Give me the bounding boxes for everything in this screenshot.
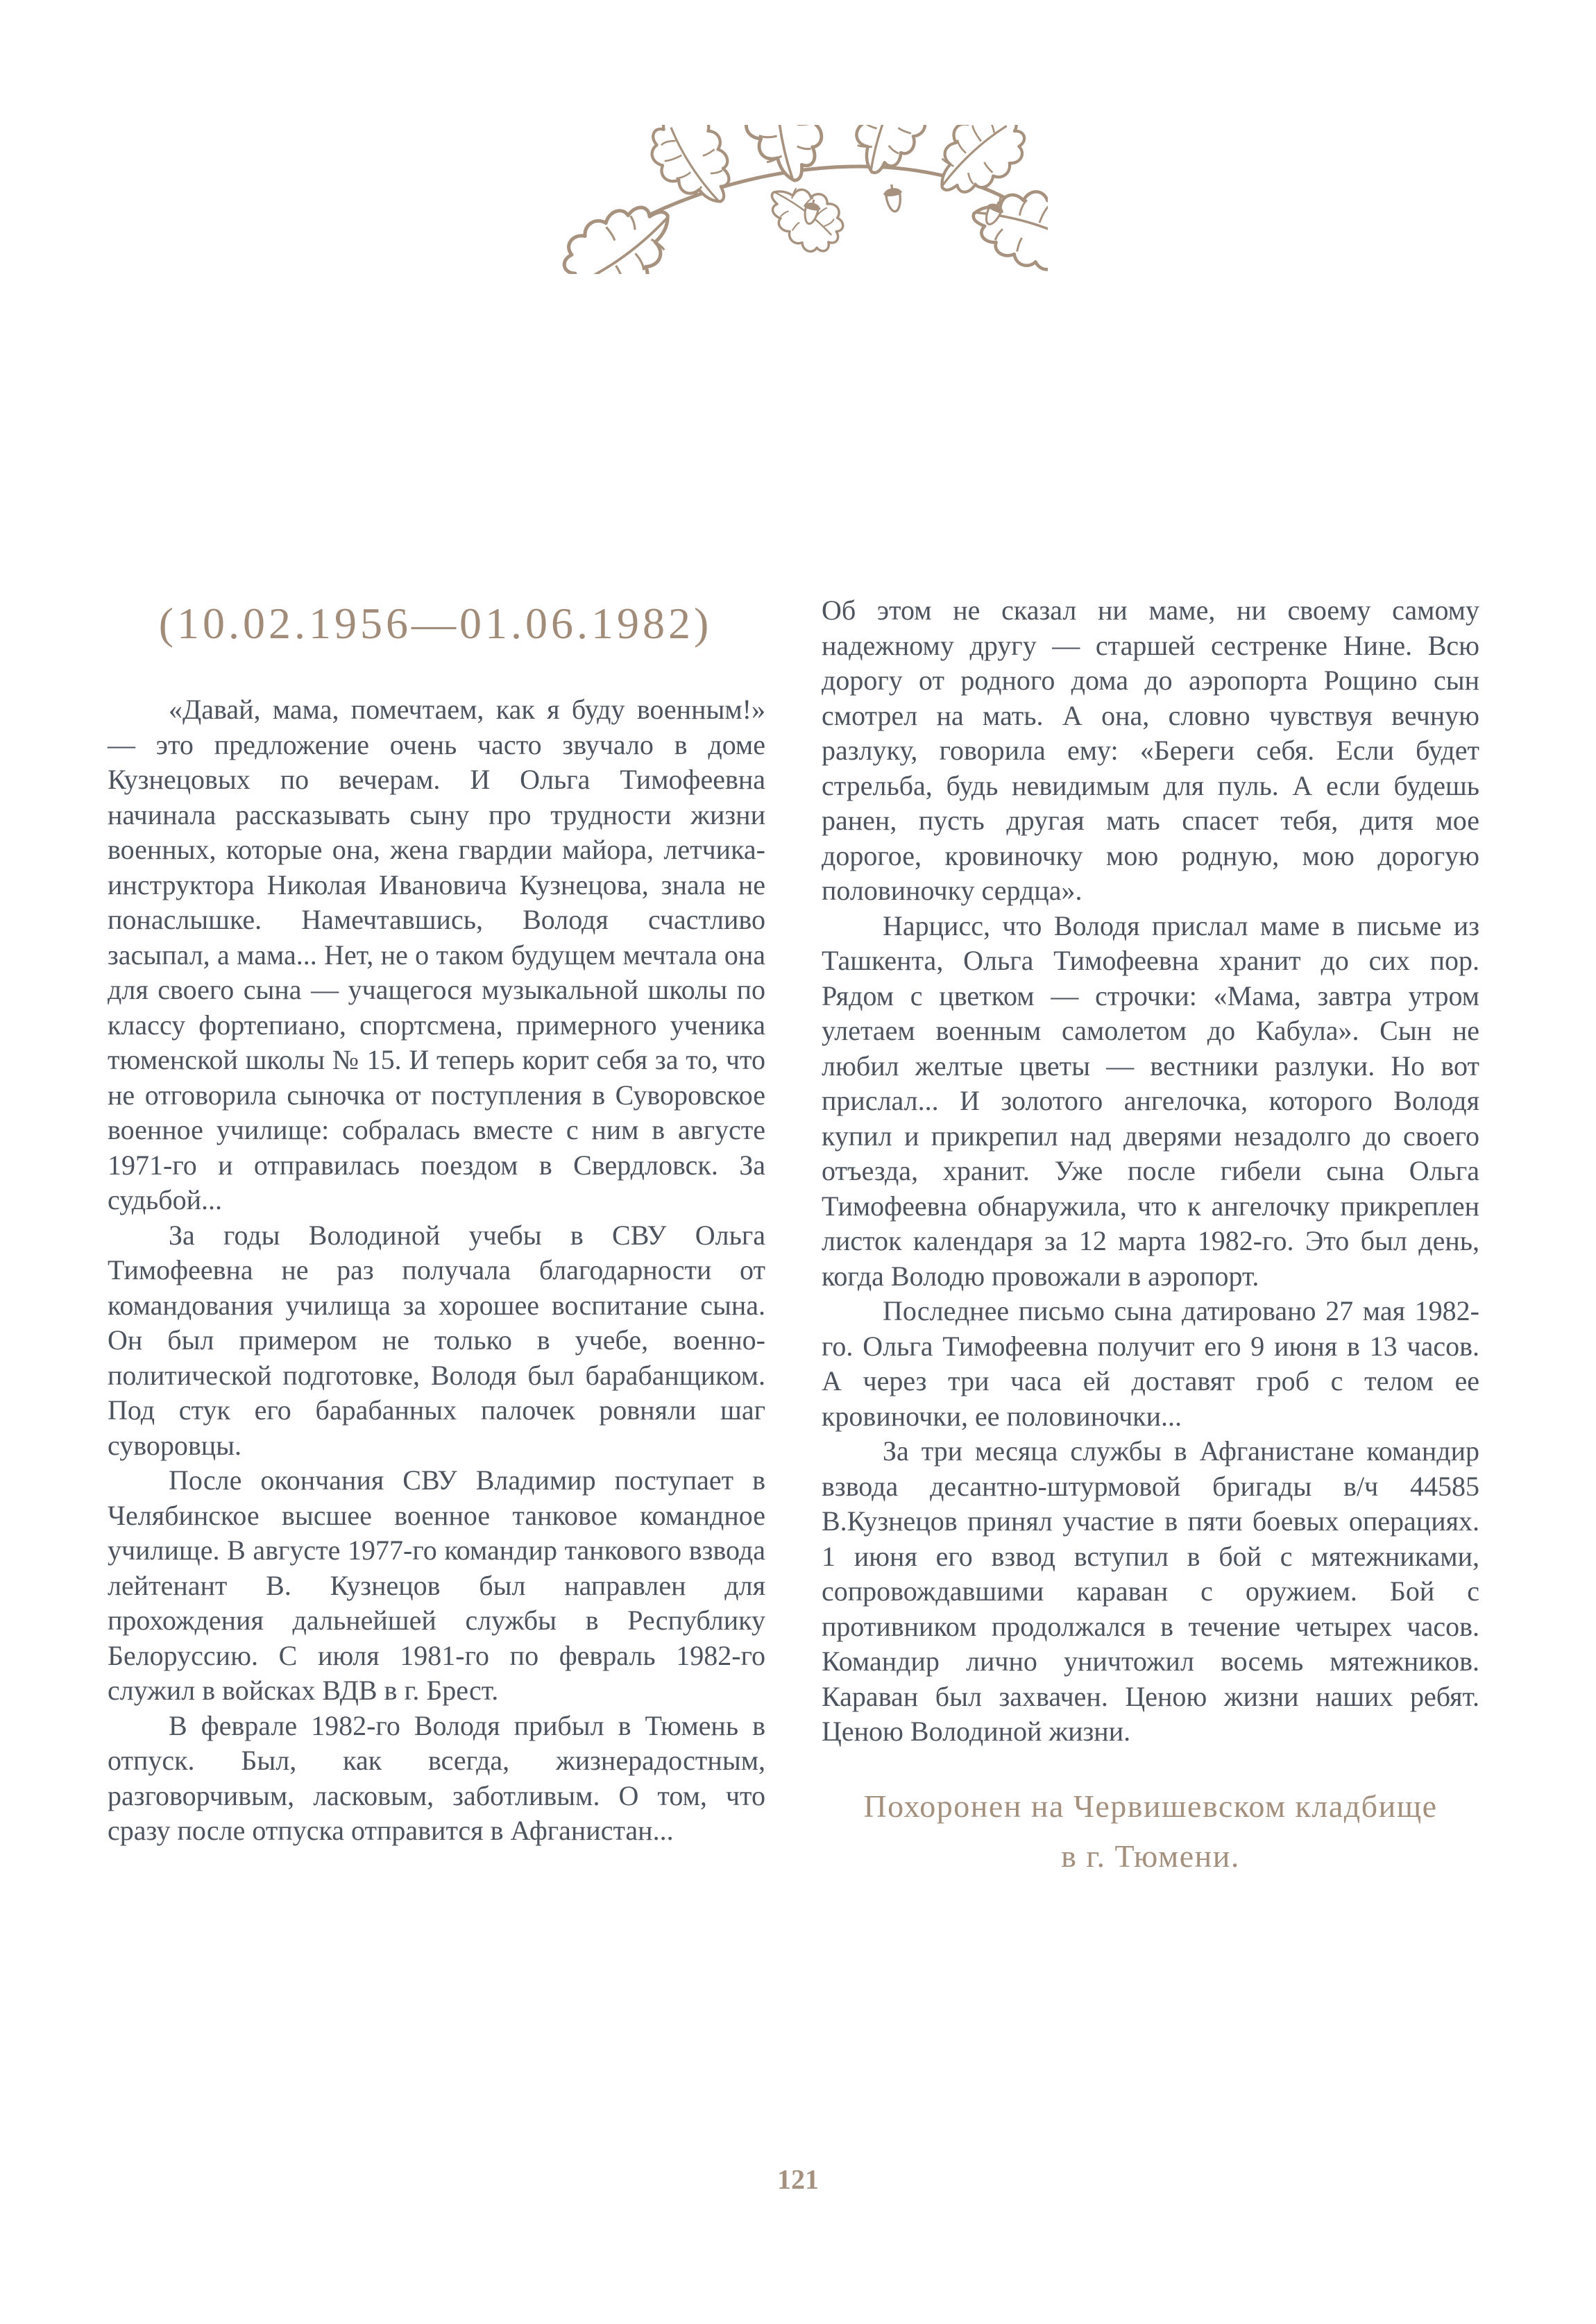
paragraph: «Давай, мама, помечтаем, как я буду военным!» — это предложение очень часто звучало в доме Кузнецовых по вечерам. И Ольга Тимофеевна начинала рассказывать сыну про трудности жизни военных, которые она, жена гвардии майора, летчика-инструктора Николая Ивановича Кузнецова, знала не понаслышке. Намечтавшись, Володя счастливо засыпал, а мама... Нет, не о таком будущем мечтала она для своего сына — учащегося музыкальной школы по классу фортепиано, спортсмена, примерного ученика тюменской школы № 15. И теперь корит себя за то, что не отговорила сыночка от поступления в Суворовское военное училище: собралась вместе с ним в августе 1971-го и отправилась поездом в Свердловск. За судьбой... <box>108 694 765 1215</box>
paragraph: В феврале 1982-го Володя прибыл в Тюмень в отпуск. Был, как всегда, жизнерадостным, разговорчивым, ласковым, заботливым. О том, что сразу после отпуска отправится в Афганистан... <box>108 1709 765 1846</box>
left-column <box>108 692 765 1849</box>
paragraph: За годы Володиной учебы в СВУ Ольга Тимофеевна не раз получала благодарности от командования училища за хорошее воспитание сына. Он был примером не только в учебе, военно-политической подготовке, Володя был барабанщиком. Под стук его барабанных палочек ровняли шаг суворовцы. <box>108 1219 765 1461</box>
burial-note-line: Похоронен на Червишевском кладбище <box>863 1788 1438 1824</box>
burial-note <box>822 1782 1479 1881</box>
paragraph: За три месяца службы в Афганистане командир взвода десантно-штурмовой бригады в/ч 44585 В.Кузнецов принял участие в пяти боевых операциях. 1 июня его взвод вступил в бой с мятежниками, сопровождавшими караван с оружием. Бой с противником продолжался в течение четырех часов. Командир лично уничтожил восемь мятежников. Караван был захвачен. Ценою жизни наших ребят. Ценою Володиной жизни. <box>822 1435 1479 1747</box>
paragraph: Нарцисс, что Володя прислал маме в письме из Ташкента, Ольга Тимофеевна хранит до сих пор. Рядом с цветком — строчки: «Мама, завтра утром улетаем военным самолетом до Кабула». Сын не любил желтые цветы — вестники разлуки. Но вот прислал... И золотого ангелочка, которого Володя купил и прикрепил над дверями незадолго до своего отъезда, хранит. Уже после гибели сына Ольга Тимофеевна обнаружила, что к ангелочку прикреплен листок календаря за 12 марта 1982-го. Это был день, когда Володю провожали в аэропорт. <box>822 909 1479 1292</box>
paragraph: После окончания СВУ Владимир поступает в Челябинское высшее военное танковое командное училище. В августе 1977-го командир танкового взвода лейтенант В. Кузнецов был направлен для прохождения дальнейшей службы в Республику Белоруссию. С июля 1981-го по февраль 1982-го служил в войсках ВДВ в г. Брест. <box>108 1464 765 1706</box>
page-number: 121 <box>777 2164 819 2195</box>
oak-branch-ornament <box>562 125 1048 274</box>
paragraph: Последнее письмо сына датировано 27 мая 1982-го. Ольга Тимофеевна получит его 9 июня в 13 часов. А через три часа ей доставят гроб с телом ее кровиночки, ее половиночки... <box>822 1295 1479 1432</box>
right-column <box>822 593 1479 1881</box>
burial-note-line: в г. Тюмени. <box>1061 1838 1240 1874</box>
life-dates-heading: (10.02.1956—01.06.1982) <box>158 599 713 648</box>
paragraph: Об этом не сказал ни маме, ни своему самому надежному другу — старшей сестренке Нине. Всю дорогу от родного дома до аэропорта Рощино сын смотрел на мать. А она, словно чувствуя вечную разлуку, говорила ему: «Береги себя. Если будет стрельба, будь невидимым для пуль. А если будешь ранен, пусть другая мать спасет тебя, дитя мое дорогое, кровиночку мою родную, мою дорогую половиночку сердца». <box>822 595 1479 906</box>
